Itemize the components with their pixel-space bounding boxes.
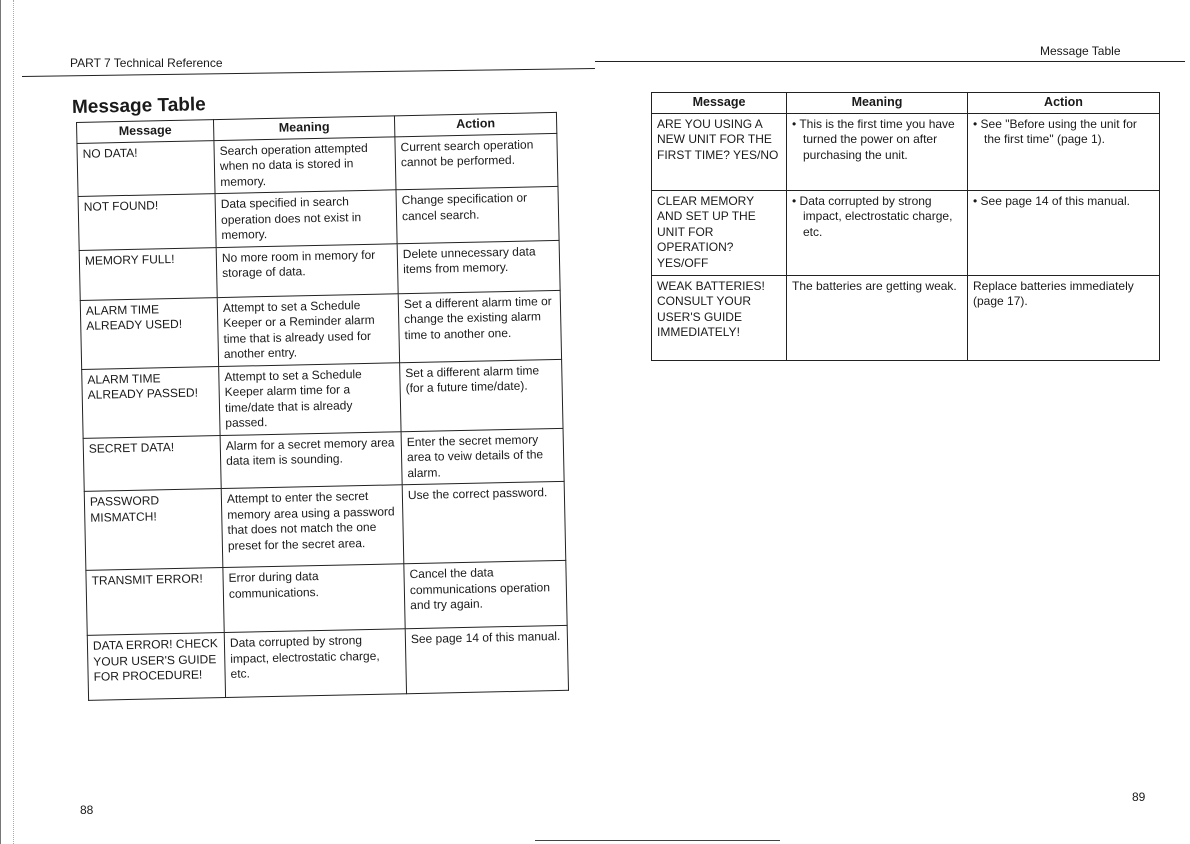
page-number-left: 88 [80, 803, 94, 817]
bottom-rule [535, 840, 780, 841]
column-header-meaning: Meaning [213, 116, 394, 140]
action-cell: Delete unnecessary data items from memory. [397, 240, 560, 293]
action-cell: Replace batteries immediately (page 17). [968, 275, 1160, 360]
message-cell: TRANSMIT ERROR! [86, 568, 224, 636]
meaning-text: • Data corrupted by strong impact, electrostatic charge, etc. [792, 193, 953, 239]
right-page [595, 0, 1190, 844]
message-cell: NOT FOUND! [78, 194, 216, 250]
action-cell: Set a different alarm time (for a future time/date). [400, 359, 563, 431]
action-text: • See page 14 of this manual. [973, 193, 1130, 208]
header-rule [595, 61, 1185, 62]
message-cell: ARE YOU USING A NEW UNIT FOR THE FIRST TIME? YES/NO [652, 113, 787, 190]
table-row [86, 560, 567, 635]
meaning-cell: Search operation attempted when no data is stored in memory. [214, 136, 396, 193]
action-cell [968, 113, 1160, 190]
message-cell: SECRET DATA! [83, 435, 221, 491]
binding-edge [0, 0, 14, 844]
message-table-right [651, 92, 1160, 361]
action-cell: Use the correct password. [402, 481, 566, 563]
message-cell: WEAK BATTERIES! CONSULT YOUR USER'S GUIDE IMMEDIATELY! [652, 275, 787, 360]
message-cell: MEMORY FULL! [79, 247, 217, 300]
meaning-cell: Attempt to set a Schedule Keeper or a Reminder alarm time that is already used for another entry. [217, 293, 399, 366]
message-cell: PASSWORD MISMATCH! [84, 489, 223, 571]
column-header-meaning: Meaning [787, 93, 968, 114]
action-cell: Cancel the data communications operation and try again. [404, 560, 567, 628]
meaning-cell: Alarm for a secret memory area data item is sounding. [220, 431, 402, 488]
meaning-cell: Attempt to set a Schedule Keeper alarm time for a time/date that is already passed. [219, 362, 401, 435]
action-cell [968, 190, 1160, 275]
message-cell: NO DATA! [77, 140, 215, 196]
message-cell: DATA ERROR! CHECK YOUR USER'S GUIDE FOR PROCEDURE! [87, 633, 225, 701]
column-header-action: Action [968, 93, 1160, 114]
column-header-message: Message [652, 93, 787, 114]
action-cell: Enter the secret memory area to veiw details of the alarm. [401, 428, 564, 485]
table-row [652, 190, 1160, 275]
table-row [652, 113, 1160, 190]
page-header-title: Message Table [1040, 44, 1121, 58]
meaning-cell: Data specified in search operation does not exist in memory. [215, 190, 397, 247]
table-row [84, 481, 566, 570]
action-cell: Current search operation cannot be performed. [395, 133, 558, 190]
page-title: Message Table [71, 94, 206, 118]
meaning-text: • This is the first time you have turned the power on after purchasing the unit. [792, 116, 955, 162]
action-cell: Change specification or cancel search. [396, 186, 559, 243]
meaning-cell: No more room in memory for storage of data. [216, 243, 398, 297]
message-cell: ALARM TIME ALREADY USED! [80, 297, 218, 369]
meaning-cell: Data corrupted by strong impact, electrostatic charge, etc. [224, 629, 406, 698]
meaning-cell [787, 113, 968, 190]
column-header-message: Message [77, 120, 214, 143]
message-table-left [76, 112, 569, 701]
meaning-cell: Error during data communications. [223, 564, 405, 633]
table-row [80, 290, 561, 369]
meaning-cell: Attempt to enter the secret memory area using a password that does not match the one preset for the secret area. [221, 485, 404, 568]
page-number-right: 89 [1132, 790, 1146, 804]
action-text: • See "Before using the unit for the first time" (page 1). [973, 116, 1137, 146]
table-row [87, 625, 568, 700]
table-row [82, 359, 563, 438]
meaning-cell: The batteries are getting weak. [787, 275, 968, 360]
action-cell: Set a different alarm time or change the existing alarm time to another one. [398, 290, 561, 362]
column-header-action: Action [394, 112, 556, 136]
page-header-part: PART 7 Technical Reference [70, 56, 223, 70]
message-cell: CLEAR MEMORY AND SET UP THE UNIT FOR OPERATION? YES/OFF [652, 190, 787, 275]
table-row [652, 275, 1160, 360]
action-cell: See page 14 of this manual. [405, 625, 568, 693]
message-cell: ALARM TIME ALREADY PASSED! [82, 366, 220, 438]
meaning-cell [787, 190, 968, 275]
